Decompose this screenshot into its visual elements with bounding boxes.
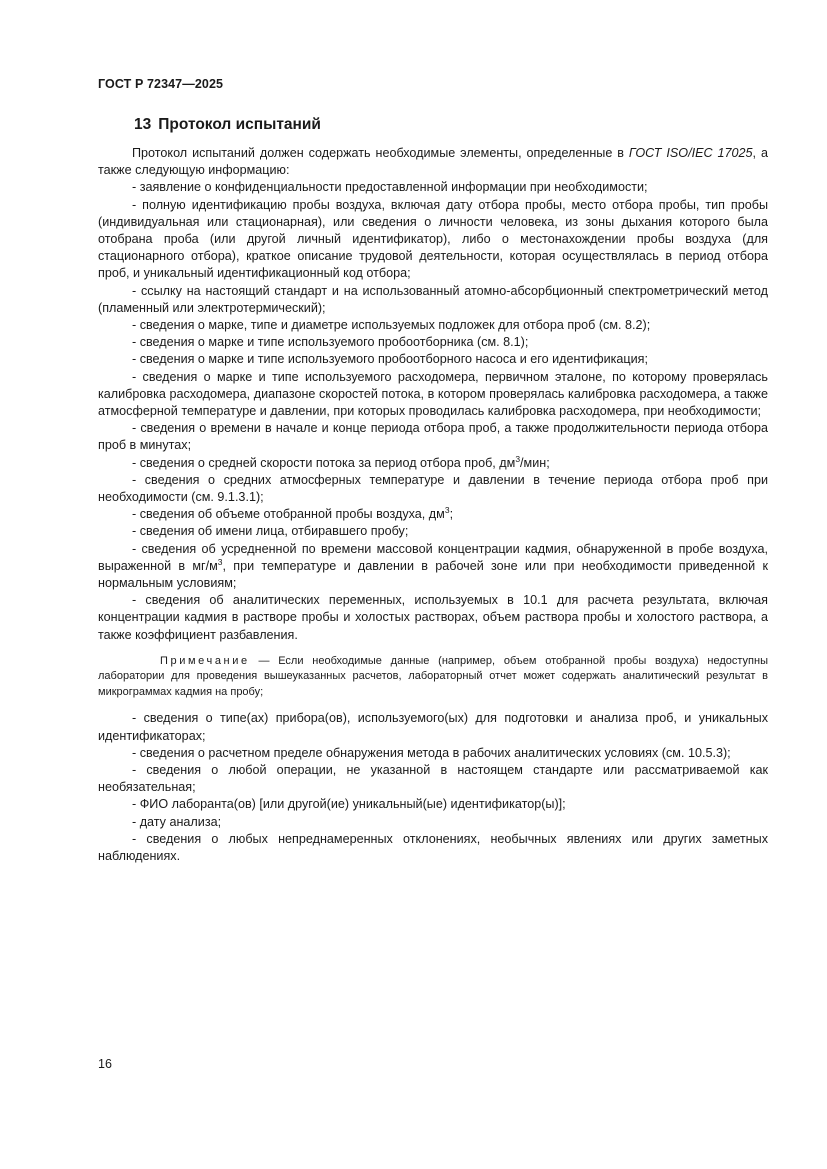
list-item: - дату анализа; (132, 814, 222, 829)
list-item: - сведения о марке и типе используемого пробоотборного насоса и его идентификация; (132, 352, 648, 367)
note-label: Примечание (160, 654, 250, 667)
list-item-concentration: - сведения об усредненной по времени массовой концентрации кадмия, обнаруженной в пробе воздуха, выраженной в $мг/м^3$, при температуре и давлении в рабочей зоне или при необходимости приведенной к нормальным условиям; (98, 541, 768, 591)
list-item-flow-rate: - сведения о средней скорости потока за период отбора проб, $дм^3$/мин; (132, 453, 550, 470)
section-number: 13 (134, 116, 152, 133)
section-body (98, 145, 768, 865)
intro-paragraph: Протокол испытаний должен содержать необходимые элементы, определенные в ГОСТ ISO/IEC 17025, а также следующую информацию: (98, 146, 768, 178)
list-item: - сведения о средних атмосферных температуре и давлении в течение периода отбора проб при необходимости (см. 9.1.3.1); (98, 472, 768, 505)
list-item: - сведения об имени лица, отбиравшего пробу; (132, 524, 409, 539)
list-item: - сведения о расчетном пределе обнаружения метода в рабочих аналитических условиях (см. 10.5.3); (132, 745, 731, 760)
note: Примечание — Если необходимые данные (например, объем отобранной пробы воздуха) недоступны лаборатории для проведения вышеуказанных расчетов, лабораторный отчет может содержать аналитический результат в микрограммах кадмия на пробу; (98, 654, 768, 698)
list-item: - полную идентификацию пробы воздуха, включая дату отбора пробы, место отбора пробы, тип пробы (индивидуальная или стационарная), или сведения о личности человека, из зоны дыхания которого была отобрана проба (или другой личный идентификатор), либо о местонахождении пробы воздуха (для стационарного отбора), краткое описание трудовой деятельности, которая осуществлялась в период отбора проб, и уникальный идентификационный код отбора; (98, 197, 768, 281)
list-item: - ФИО лаборанта(ов) [или другой(ие) уникальный(ые) идентификатор(ы)]; (132, 797, 566, 812)
list-item: - сведения о любых непреднамеренных отклонениях, необычных явлениях или других заметных наблюдениях. (98, 831, 768, 864)
list-item: - сведения о любой операции, не указанной в настоящем стандарте или рассматриваемой как необязательная; (98, 763, 768, 795)
list-item: - сведения о типе(ах) прибора(ов), используемого(ых) для подготовки и анализа проб, и уникальных идентификаторах; (98, 711, 768, 743)
list-item: - сведения о времени в начале и конце периода отбора проб, а также продолжительности периода отбора проб в минутах; (98, 421, 768, 453)
list-item: - заявление о конфиденциальности предоставленной информации при необходимости; (132, 180, 648, 195)
list-item: - сведения о марке и типе используемого пробоотборника (см. 8.1); (132, 335, 529, 350)
document-code: ГОСТ Р 72347—2025 (98, 77, 224, 91)
section-heading (134, 116, 321, 134)
standard-reference: ГОСТ ISO/IEC 17025 (628, 146, 753, 160)
list-item-air-volume: - сведения об объеме отобранной пробы воздуха, $дм^3$; (132, 505, 454, 522)
page-number: 16 (98, 1057, 112, 1071)
list-item: - ссылку на настоящий стандарт и на использованный атомно-абсорбционный спектрометрический метод (пламенный или электротермический); (98, 283, 768, 315)
section-title: Протокол испытаний (158, 116, 321, 133)
list-item: - сведения о марке, типе и диаметре используемых подложек для отбора проб (см. 8.2); (132, 318, 651, 333)
note-text: Если необходимые данные (например, объем отобранной пробы воздуха) недоступны лаборатории для проведения вышеуказанных расчетов, лабораторный отчет может содержать аналитический результат в микрограммах кадмия на пробу; (98, 654, 768, 698)
list-item: - сведения о марке и типе используемого расходомера, первичном эталоне, по которому проверялась калибровка расходомера, диапазоне скоростей потока, в котором проверялась калибровка расходомера, а также атмосферной температуре и давлении, при которых проводилась калибровка расходомера, при необходимости; (98, 369, 768, 419)
list-item: - сведения об аналитических переменных, используемых в 10.1 для расчета результата, включая концентрации кадмия в растворе пробы и холостых растворах, объем раствора пробы и холостого раствора, а также коэффициент разбавления. (98, 593, 768, 642)
